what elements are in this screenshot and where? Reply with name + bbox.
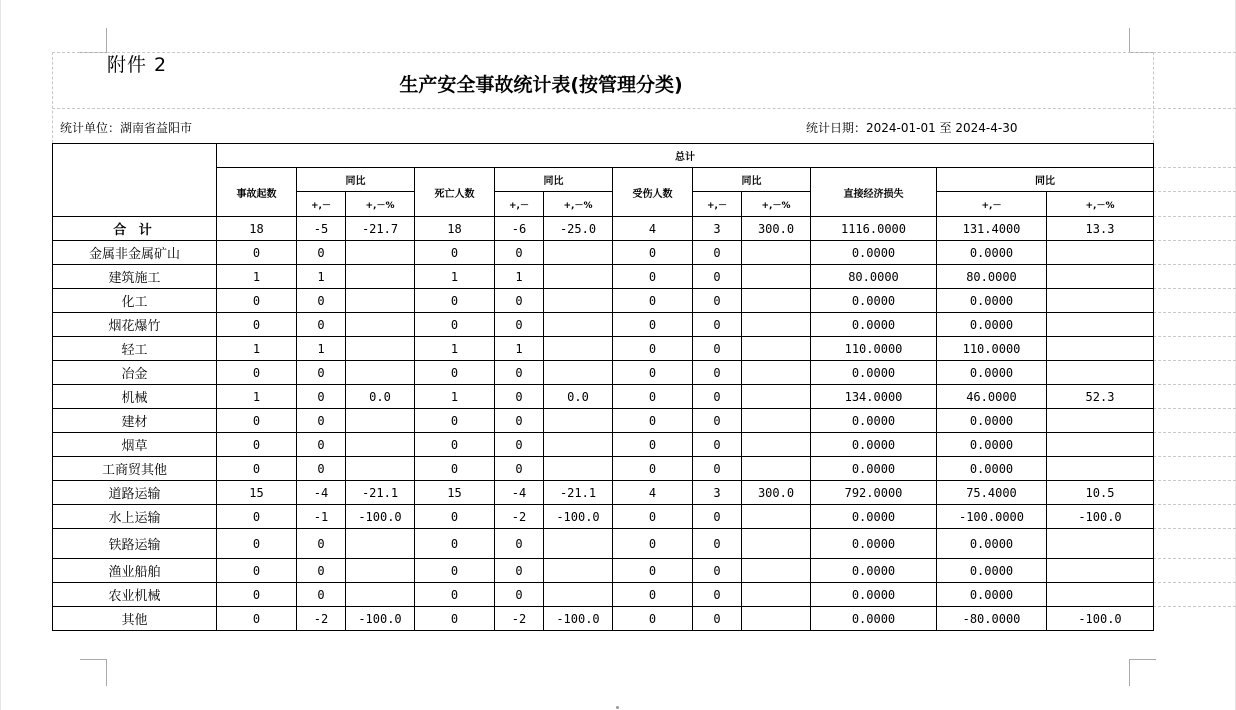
table-row — [53, 505, 1154, 529]
crop-mark-top-right — [1129, 28, 1156, 53]
cell-injured-change: 0 — [693, 337, 742, 361]
cell-injured-change-pct — [742, 529, 811, 559]
gridline — [1153, 288, 1236, 289]
cell-accidents: 0 — [217, 559, 297, 583]
cell-deaths-change-pct — [544, 265, 613, 289]
table-row — [53, 385, 1154, 409]
header-injured-yoy: 同比 — [693, 168, 811, 192]
cell-injured: 0 — [613, 385, 693, 409]
header-accidents-yoy: 同比 — [297, 168, 415, 192]
cell-injured-change-pct — [742, 505, 811, 529]
cell-accidents-change-pct — [346, 529, 415, 559]
cell-injured-change-pct — [742, 241, 811, 265]
cell-deaths-change: -2 — [495, 505, 544, 529]
cell-injured-change-pct: 300.0 — [742, 217, 811, 241]
cell-accidents-change: 0 — [297, 361, 346, 385]
cell-deaths-change-pct — [544, 583, 613, 607]
cell-accidents-change: 0 — [297, 457, 346, 481]
cell-deaths-change: 0 — [495, 433, 544, 457]
header-row-group — [53, 144, 1154, 168]
cell-injured-change-pct — [742, 433, 811, 457]
cell-accidents: 0 — [217, 313, 297, 337]
cell-deaths: 0 — [415, 457, 495, 481]
cell-injured: 0 — [613, 457, 693, 481]
gridline — [1153, 52, 1154, 143]
cell-injured-change-pct — [742, 337, 811, 361]
cell-accidents: 0 — [217, 433, 297, 457]
table-row — [53, 289, 1154, 313]
cell-loss-change: 0.0000 — [937, 433, 1047, 457]
row-label: 化工 — [53, 289, 217, 313]
gridline — [52, 52, 1236, 53]
cell-deaths: 0 — [415, 505, 495, 529]
cell-accidents-change-pct: -100.0 — [346, 607, 415, 631]
cell-deaths-change: 0 — [495, 313, 544, 337]
cell-loss-change: 0.0000 — [937, 457, 1047, 481]
cell-loss-change: 0.0000 — [937, 361, 1047, 385]
cell-accidents: 0 — [217, 241, 297, 265]
cell-injured-change-pct — [742, 409, 811, 433]
row-label: 烟花爆竹 — [53, 313, 217, 337]
cell-direct-loss: 0.0000 — [811, 433, 937, 457]
accident-statistics-table — [52, 143, 1154, 631]
cell-loss-change: 0.0000 — [937, 241, 1047, 265]
cell-loss-change-pct: 52.3 — [1047, 385, 1154, 409]
row-label: 渔业船舶 — [53, 559, 217, 583]
cell-loss-change-pct — [1047, 289, 1154, 313]
header-accidents-change-pct: +,－% — [346, 192, 415, 217]
cell-accidents-change-pct — [346, 457, 415, 481]
cell-injured-change: 0 — [693, 265, 742, 289]
cell-deaths-change: 0 — [495, 583, 544, 607]
cell-deaths-change: 0 — [495, 241, 544, 265]
cell-accidents-change: 0 — [297, 289, 346, 313]
cell-injured-change-pct — [742, 607, 811, 631]
cell-direct-loss: 0.0000 — [811, 505, 937, 529]
cell-direct-loss: 0.0000 — [811, 529, 937, 559]
cell-injured: 0 — [613, 529, 693, 559]
cell-deaths-change-pct: -100.0 — [544, 607, 613, 631]
table-body — [53, 241, 1154, 631]
cell-accidents: 1 — [217, 385, 297, 409]
header-loss-change-pct: +,－% — [1047, 192, 1154, 217]
cell-accidents: 0 — [217, 361, 297, 385]
cell-deaths: 0 — [415, 529, 495, 559]
gridline — [1153, 360, 1236, 361]
cell-deaths-change: -6 — [495, 217, 544, 241]
cell-accidents-change: 0 — [297, 409, 346, 433]
table-row — [53, 361, 1154, 385]
cell-accidents-change-pct — [346, 313, 415, 337]
page-title: 生产安全事故统计表(按管理分类) — [399, 74, 683, 96]
cell-direct-loss: 80.0000 — [811, 265, 937, 289]
cell-loss-change: 0.0000 — [937, 583, 1047, 607]
cell-injured: 0 — [613, 505, 693, 529]
cell-deaths-change: 0 — [495, 289, 544, 313]
gridline — [1153, 167, 1236, 168]
cell-injured: 4 — [613, 481, 693, 505]
cell-direct-loss: 134.0000 — [811, 385, 937, 409]
cell-direct-loss: 110.0000 — [811, 337, 937, 361]
cell-injured-change: 0 — [693, 241, 742, 265]
crop-mark-top-left — [80, 28, 107, 53]
cell-loss-change: 0.0000 — [937, 313, 1047, 337]
cell-injured-change: 3 — [693, 217, 742, 241]
cell-injured: 0 — [613, 241, 693, 265]
gridline — [1153, 606, 1236, 607]
header-deaths-change: +,－ — [495, 192, 544, 217]
cell-loss-change-pct — [1047, 433, 1154, 457]
cell-injured-change: 0 — [693, 457, 742, 481]
row-label: 工商贸其他 — [53, 457, 217, 481]
cell-deaths: 1 — [415, 265, 495, 289]
cell-injured-change-pct — [742, 313, 811, 337]
cell-accidents-change-pct — [346, 337, 415, 361]
cell-injured-change: 0 — [693, 433, 742, 457]
cell-injured-change: 0 — [693, 409, 742, 433]
cell-deaths-change-pct — [544, 409, 613, 433]
cell-loss-change: -80.0000 — [937, 607, 1047, 631]
cell-deaths-change-pct — [544, 337, 613, 361]
cell-deaths: 0 — [415, 409, 495, 433]
cell-injured-change: 0 — [693, 361, 742, 385]
cell-injured-change: 0 — [693, 529, 742, 559]
cell-loss-change: -100.0000 — [937, 505, 1047, 529]
cell-accidents-change-pct: 0.0 — [346, 385, 415, 409]
cell-deaths: 0 — [415, 313, 495, 337]
cell-deaths: 18 — [415, 217, 495, 241]
cell-injured: 0 — [613, 433, 693, 457]
cell-direct-loss: 0.0000 — [811, 241, 937, 265]
cell-accidents: 0 — [217, 505, 297, 529]
cell-loss-change: 0.0000 — [937, 289, 1047, 313]
cell-deaths-change: 0 — [495, 529, 544, 559]
cell-direct-loss: 0.0000 — [811, 583, 937, 607]
cell-accidents-change-pct — [346, 241, 415, 265]
cell-loss-change-pct: -100.0 — [1047, 505, 1154, 529]
cell-accidents-change: 1 — [297, 265, 346, 289]
cell-deaths-change: 0 — [495, 385, 544, 409]
cell-injured-change-pct: 300.0 — [742, 481, 811, 505]
cell-deaths-change: 0 — [495, 457, 544, 481]
cell-injured-change: 0 — [693, 583, 742, 607]
header-deaths-yoy: 同比 — [495, 168, 613, 192]
cell-accidents: 0 — [217, 583, 297, 607]
cell-accidents: 1 — [217, 337, 297, 361]
cell-loss-change-pct — [1047, 241, 1154, 265]
row-label: 其他 — [53, 607, 217, 631]
header-injured-change-pct: +,－% — [742, 192, 811, 217]
row-label: 建材 — [53, 409, 217, 433]
cell-injured: 0 — [613, 559, 693, 583]
cell-injured-change-pct — [742, 265, 811, 289]
header-accidents: 事故起数 — [217, 168, 297, 217]
row-label: 冶金 — [53, 361, 217, 385]
crop-mark-bottom-left — [80, 659, 107, 686]
crop-mark-bottom-right — [1129, 659, 1156, 686]
gridline — [1153, 264, 1236, 265]
cell-injured: 0 — [613, 265, 693, 289]
cell-deaths-change-pct — [544, 457, 613, 481]
row-label: 水上运输 — [53, 505, 217, 529]
cell-deaths-change: 0 — [495, 559, 544, 583]
cell-injured-change: 0 — [693, 385, 742, 409]
gridline — [1153, 456, 1236, 457]
cell-injured-change: 3 — [693, 481, 742, 505]
cell-accidents-change: 0 — [297, 385, 346, 409]
table-row — [53, 481, 1154, 505]
row-label: 农业机械 — [53, 583, 217, 607]
cell-injured: 0 — [613, 607, 693, 631]
cell-direct-loss: 0.0000 — [811, 607, 937, 631]
cell-direct-loss: 792.0000 — [811, 481, 937, 505]
cell-loss-change: 46.0000 — [937, 385, 1047, 409]
header-row-metrics — [53, 168, 1154, 192]
gridline — [1153, 408, 1236, 409]
cell-accidents-change: -4 — [297, 481, 346, 505]
cell-loss-change: 0.0000 — [937, 559, 1047, 583]
cell-injured-change-pct — [742, 385, 811, 409]
cell-loss-change: 75.4000 — [937, 481, 1047, 505]
cell-direct-loss: 0.0000 — [811, 409, 937, 433]
table-row — [53, 241, 1154, 265]
cell-accidents-change: 0 — [297, 433, 346, 457]
cell-deaths: 1 — [415, 385, 495, 409]
cell-accidents-change: -5 — [297, 217, 346, 241]
cell-accidents: 0 — [217, 289, 297, 313]
cell-accidents-change-pct — [346, 289, 415, 313]
cell-deaths-change-pct: -25.0 — [544, 217, 613, 241]
row-label: 轻工 — [53, 337, 217, 361]
cell-injured: 0 — [613, 361, 693, 385]
cell-direct-loss: 1116.0000 — [811, 217, 937, 241]
cell-loss-change: 131.4000 — [937, 217, 1047, 241]
cell-deaths-change-pct — [544, 361, 613, 385]
cell-accidents-change: 0 — [297, 529, 346, 559]
cell-accidents-change: -2 — [297, 607, 346, 631]
row-label: 铁路运输 — [53, 529, 217, 559]
cell-loss-change-pct — [1047, 265, 1154, 289]
cell-deaths-change: 1 — [495, 337, 544, 361]
cell-direct-loss: 0.0000 — [811, 313, 937, 337]
cell-injured-change: 0 — [693, 313, 742, 337]
page-left-edge — [0, 0, 1, 710]
row-label: 机械 — [53, 385, 217, 409]
gridline — [1153, 191, 1236, 192]
table-row — [53, 265, 1154, 289]
gridline — [1153, 216, 1236, 217]
gridline — [1153, 240, 1236, 241]
cell-deaths: 15 — [415, 481, 495, 505]
gridline — [52, 108, 1236, 109]
cell-loss-change-pct — [1047, 457, 1154, 481]
cell-injured-change-pct — [742, 583, 811, 607]
gridline — [1153, 480, 1236, 481]
cell-deaths: 0 — [415, 559, 495, 583]
cell-injured: 0 — [613, 289, 693, 313]
cell-injured-change: 0 — [693, 505, 742, 529]
table-row — [53, 583, 1154, 607]
table-row — [53, 559, 1154, 583]
header-deaths-change-pct: +,－% — [544, 192, 613, 217]
cell-loss-change-pct: -100.0 — [1047, 607, 1154, 631]
cell-loss-change-pct — [1047, 313, 1154, 337]
cell-accidents-change-pct — [346, 433, 415, 457]
header-deaths: 死亡人数 — [415, 168, 495, 217]
cell-deaths-change: 1 — [495, 265, 544, 289]
row-label: 建筑施工 — [53, 265, 217, 289]
header-injured-change: +,－ — [693, 192, 742, 217]
cell-direct-loss: 0.0000 — [811, 457, 937, 481]
cell-deaths-change-pct: -21.1 — [544, 481, 613, 505]
cell-deaths: 0 — [415, 289, 495, 313]
cell-loss-change: 0.0000 — [937, 409, 1047, 433]
cell-accidents-change: 1 — [297, 337, 346, 361]
cell-accidents: 18 — [217, 217, 297, 241]
header-corner-cell — [53, 144, 217, 217]
header-accidents-change: +,－ — [297, 192, 346, 217]
table-row-total — [53, 217, 1154, 241]
gridline — [1153, 582, 1236, 583]
statistics-unit: 统计单位：湖南省益阳市 — [60, 121, 193, 135]
table-row — [53, 457, 1154, 481]
cell-accidents-change-pct: -21.1 — [346, 481, 415, 505]
cell-accidents-change-pct — [346, 361, 415, 385]
cell-injured: 4 — [613, 217, 693, 241]
cell-deaths: 0 — [415, 607, 495, 631]
cell-deaths: 0 — [415, 583, 495, 607]
cell-accidents-change: 0 — [297, 241, 346, 265]
cell-accidents-change-pct: -100.0 — [346, 505, 415, 529]
cell-deaths-change-pct — [544, 289, 613, 313]
cell-loss-change-pct — [1047, 583, 1154, 607]
cell-accidents-change: -1 — [297, 505, 346, 529]
cell-deaths: 0 — [415, 361, 495, 385]
cell-deaths: 0 — [415, 241, 495, 265]
cell-injured: 0 — [613, 409, 693, 433]
cell-injured: 0 — [613, 313, 693, 337]
cell-loss-change-pct: 13.3 — [1047, 217, 1154, 241]
cell-accidents-change-pct — [346, 559, 415, 583]
cell-deaths-change: 0 — [495, 409, 544, 433]
table-row — [53, 337, 1154, 361]
cell-deaths-change-pct — [544, 313, 613, 337]
cell-loss-change-pct — [1047, 361, 1154, 385]
cell-deaths-change-pct: 0.0 — [544, 385, 613, 409]
cell-deaths-change-pct — [544, 241, 613, 265]
cell-accidents: 0 — [217, 529, 297, 559]
cell-accidents-change: 0 — [297, 559, 346, 583]
cell-accidents-change-pct — [346, 583, 415, 607]
cell-deaths-change-pct: -100.0 — [544, 505, 613, 529]
cell-deaths-change: -2 — [495, 607, 544, 631]
cell-accidents-change-pct — [346, 265, 415, 289]
header-injured: 受伤人数 — [613, 168, 693, 217]
cell-loss-change-pct: 10.5 — [1047, 481, 1154, 505]
cell-injured-change-pct — [742, 361, 811, 385]
cell-loss-change-pct — [1047, 337, 1154, 361]
statistics-date: 统计日期：2024-01-01 至 2024-4-30 — [806, 121, 1018, 135]
cell-loss-change-pct — [1047, 529, 1154, 559]
gridline — [52, 52, 53, 143]
row-label: 烟草 — [53, 433, 217, 457]
header-loss-change: +,－ — [937, 192, 1047, 217]
cell-injured-change: 0 — [693, 289, 742, 313]
cell-injured-change-pct — [742, 289, 811, 313]
cell-injured-change-pct — [742, 457, 811, 481]
cell-loss-change: 80.0000 — [937, 265, 1047, 289]
cell-loss-change-pct — [1047, 559, 1154, 583]
gridline — [1153, 558, 1236, 559]
gridline — [1153, 384, 1236, 385]
attachment-label: 附件 2 — [107, 54, 168, 76]
cell-accidents-change-pct: -21.7 — [346, 217, 415, 241]
cell-direct-loss: 0.0000 — [811, 361, 937, 385]
row-label: 合 计 — [53, 217, 217, 241]
header-loss-yoy: 同比 — [937, 168, 1154, 192]
cell-accidents: 0 — [217, 457, 297, 481]
cell-accidents-change: 0 — [297, 313, 346, 337]
table-row — [53, 313, 1154, 337]
cell-injured-change-pct — [742, 559, 811, 583]
table-row — [53, 529, 1154, 559]
cell-accidents: 0 — [217, 607, 297, 631]
cell-injured: 0 — [613, 337, 693, 361]
gridline — [1153, 528, 1236, 529]
table-row — [53, 409, 1154, 433]
cell-injured: 0 — [613, 583, 693, 607]
table-row — [53, 607, 1154, 631]
cell-deaths-change: 0 — [495, 361, 544, 385]
cell-deaths-change: -4 — [495, 481, 544, 505]
gridline — [1153, 336, 1236, 337]
row-label: 金属非金属矿山 — [53, 241, 217, 265]
cell-injured-change: 0 — [693, 559, 742, 583]
gridline — [1153, 312, 1236, 313]
table-row — [53, 433, 1154, 457]
cell-accidents: 1 — [217, 265, 297, 289]
header-direct-loss: 直接经济损失 — [811, 168, 937, 217]
cell-loss-change: 0.0000 — [937, 529, 1047, 559]
cell-accidents-change: 0 — [297, 583, 346, 607]
cell-accidents-change-pct — [346, 409, 415, 433]
cell-accidents: 15 — [217, 481, 297, 505]
page-marker-dot — [616, 706, 619, 709]
cell-deaths-change-pct — [544, 529, 613, 559]
cell-loss-change-pct — [1047, 409, 1154, 433]
cell-deaths-change-pct — [544, 433, 613, 457]
cell-deaths: 0 — [415, 433, 495, 457]
cell-deaths: 1 — [415, 337, 495, 361]
gridline — [1153, 504, 1236, 505]
cell-direct-loss: 0.0000 — [811, 559, 937, 583]
header-group-total: 总计 — [217, 144, 1154, 168]
cell-accidents: 0 — [217, 409, 297, 433]
cell-injured-change: 0 — [693, 607, 742, 631]
cell-deaths-change-pct — [544, 559, 613, 583]
gridline — [1153, 432, 1236, 433]
cell-direct-loss: 0.0000 — [811, 289, 937, 313]
cell-loss-change: 110.0000 — [937, 337, 1047, 361]
row-label: 道路运输 — [53, 481, 217, 505]
